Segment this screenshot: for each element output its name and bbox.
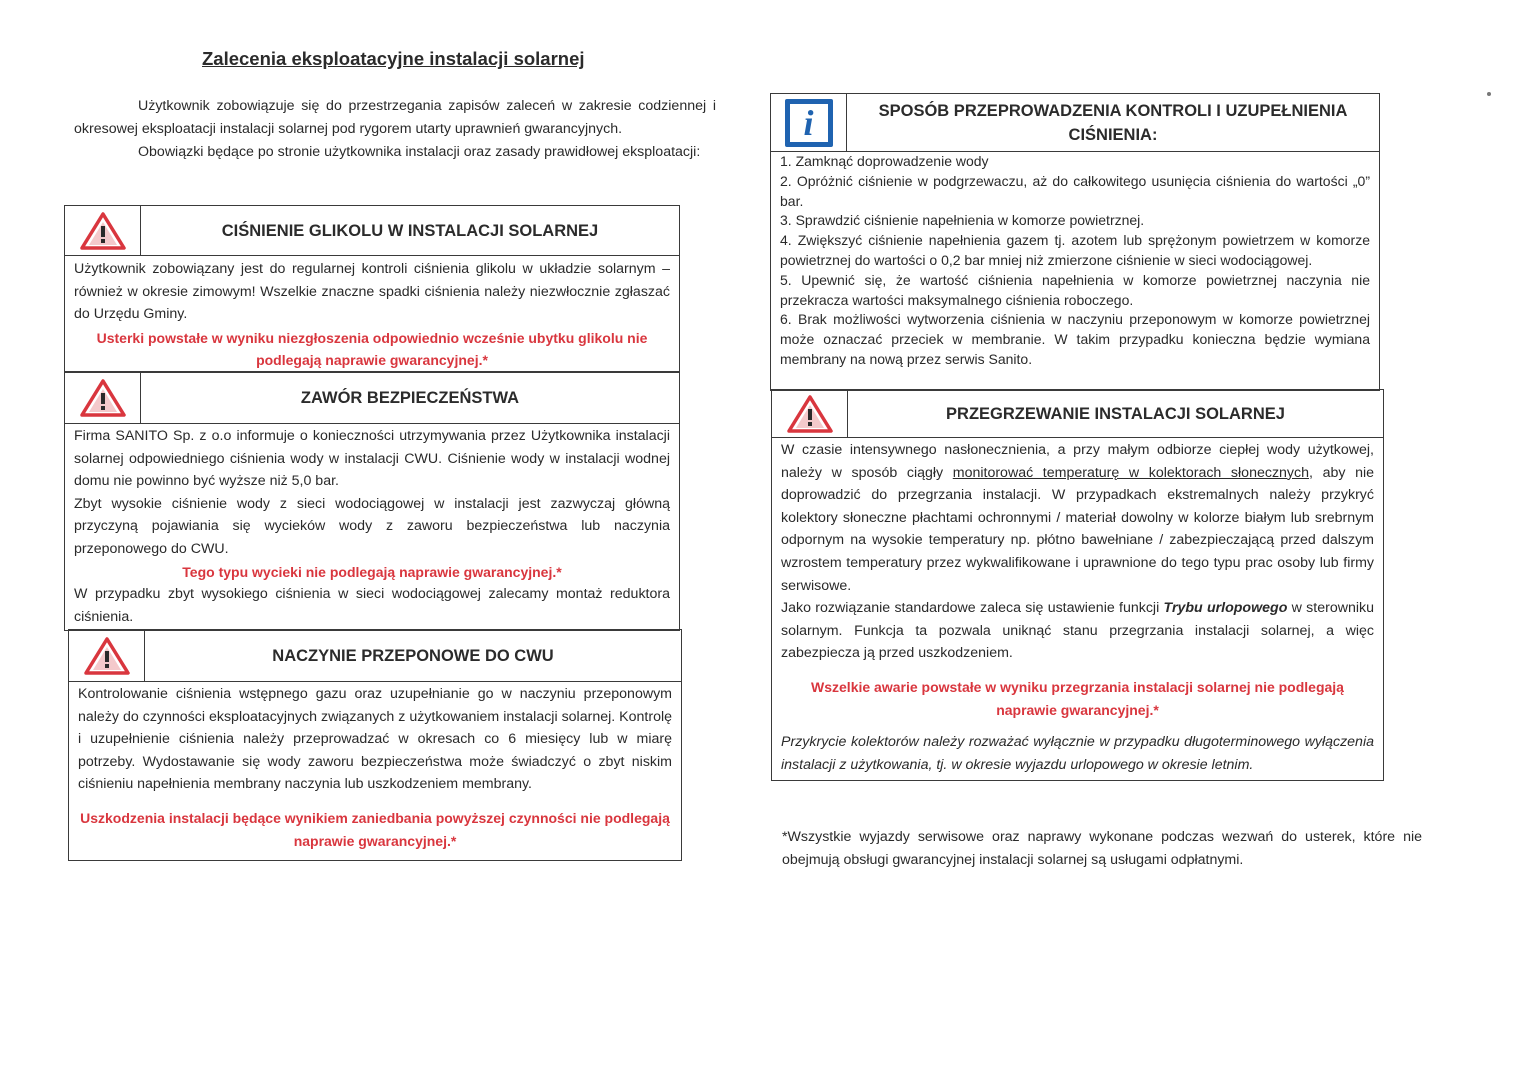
section-header xyxy=(771,94,1379,152)
step-item: 3. Sprawdzić ciśnienie napełnienia w komorze powietrznej. xyxy=(780,212,1145,229)
info-icon-cell xyxy=(771,94,847,151)
info-icon xyxy=(785,99,833,147)
section-heading: NACZYNIE PRZEPONOWE DO CWU xyxy=(272,646,554,665)
section-header xyxy=(772,390,1383,438)
warning-triangle-icon xyxy=(83,636,131,676)
warranty-warning: Tego typu wycieki nie podlegają naprawie gwarancyjnej.* xyxy=(182,563,562,580)
section-heading: SPOSÓB PRZEPROWADZENIA KONTROLI I UZUPEŁNIENIA CIŚNIENIA: xyxy=(878,101,1348,144)
body-text-1 xyxy=(781,439,1374,597)
step-item: 6. Brak możliwości wytworzenia ciśnienia w naczyniu przeponowym w komorze powietrznej może oznaczać przeciek w membranie. W takim przypadku konieczna będzie wymiana membrany na nową przez serwis Sanito. xyxy=(780,311,1370,367)
intro xyxy=(74,95,716,164)
warning-icon-cell xyxy=(65,372,141,423)
section-header xyxy=(65,372,679,424)
section-heading: PRZEGRZEWANIE INSTALACJI SOLARNEJ xyxy=(946,404,1285,423)
body-text-3: W przypadku zbyt wysokiego ciśnienia w sieci wodociągowej zalecamy montaż reduktora ciśnienia. xyxy=(74,586,670,625)
section-body xyxy=(69,682,681,858)
body-text-2 xyxy=(781,597,1374,665)
warranty-warning: Usterki powstałe w wyniku niezgłoszenia odpowiednio wcześnie ubytku glikolu nie podlegają naprawie gwarancyjnej.* xyxy=(96,329,648,369)
warning-triangle-icon xyxy=(786,394,834,434)
section-heading: CIŚNIENIE GLIKOLU W INSTALACJI SOLARNEJ xyxy=(221,221,599,240)
section-body xyxy=(65,256,679,378)
text-part: W czasie intensywnego nasłonecznienia, a przy małym odbiorze ciepłej wody użytkowej, należy w sposób ciągły xyxy=(781,442,1374,481)
warning-triangle-icon xyxy=(79,211,127,251)
page-title: Zalecenia eksploatacyjne instalacji solarnej xyxy=(202,48,585,69)
step-item: 5. Upewnić się, że wartość ciśnienia napełnienia w komorze powietrznej naczynia nie przekracza wartości maksymalnego ciśnienia roboczego. xyxy=(780,271,1370,308)
info-icon-letter: i xyxy=(803,102,814,143)
step-item: 1. Zamknąć doprowadzenie wody xyxy=(780,153,989,169)
section-body xyxy=(65,424,679,634)
text-part: w sterowniku solarnym. Funkcja ta pozwala uniknąć stanu przegrzania instalacji solarnej, a więc zabezpiecza ją przed uszkodzeniem. xyxy=(781,600,1374,662)
warning-icon-cell xyxy=(772,390,848,437)
intro-paragraph-1: Użytkownik zobowiązuje się do przestrzegania zapisów zaleceń w zakresie codziennej i okresowej eksploatacji instalacji solarnej pod rygorem utarty uprawnień gwarancyjnych. xyxy=(74,98,716,137)
warning-triangle-icon xyxy=(79,378,127,418)
section-body xyxy=(772,438,1383,782)
text-part: Jako rozwiązanie standardowe zaleca się ustawienie funkcji xyxy=(781,600,1164,617)
section-header xyxy=(69,630,681,682)
monitor-temperature-text: monitorować temperaturę w kolektorach słonecznych xyxy=(952,464,1310,481)
warranty-warning: Wszelkie awarie powstałe w wyniku przegrzania instalacji solarnej nie podlegają naprawie gwarancyjnej.* xyxy=(811,678,1344,718)
warning-icon-cell xyxy=(65,206,141,255)
section-heading: ZAWÓR BEZPIECZEŃSTWA xyxy=(300,388,520,407)
section-safety-valve xyxy=(64,371,680,631)
footnote: *Wszystkie wyjazdy serwisowe oraz naprawy wykonane podczas wezwań do usterek, które nie obejmują obsługi gwarancyjnej instalacji solarnej są usługami odpłatnymi. xyxy=(782,829,1422,868)
section-header xyxy=(65,206,679,256)
intro-paragraph-2: Obowiązki będące po stronie użytkownika instalacji oraz zasady prawidłowej eksploatacji: xyxy=(138,144,701,160)
warranty-warning: Uszkodzenia instalacji będące wynikiem zaniedbania powyższej czynności nie podlegają naprawie gwarancyjnej.* xyxy=(80,809,670,849)
vacation-mode-text: Trybu urlopowego xyxy=(1163,600,1288,617)
section-overheating xyxy=(771,389,1384,781)
body-text: Kontrolowanie ciśnienia wstępnego gazu oraz uzupełnianie go w naczyniu przeponowym należy do czynności eksploatacyjnych związanych z użytkowaniem instalacji solarnej. Kontrolę i uzupełnienie ciśnienia należy przeprowadzać w okresach co 6 miesięcy lub w miarę potrzeby. Wydostawanie się wody zaworu bezpieczeństwa może świadczyć o zbyt niskim ciśnieniu napełnienia membrany naczynia lub uszkodzeniem membrany. xyxy=(78,686,672,793)
section-glycol-pressure xyxy=(64,205,680,373)
scan-speck xyxy=(1487,92,1491,96)
section-pressure-check xyxy=(770,93,1380,391)
step-item: 2. Opróżnić ciśnienie w podgrzewaczu, aż do całkowitego usunięcia ciśnienia do wartości „0” bar. xyxy=(780,172,1370,209)
step-item: 4. Zwiększyć ciśnienie napełnienia gazem tj. azotem lub sprężonym powietrzem w komorze powietrznej do wartości o 0,2 bar mniej niż zmierzone ciśnienie w sieci wodociągowej. xyxy=(780,232,1370,268)
warning-icon-cell xyxy=(69,630,145,681)
body-text-1: Firma SANITO Sp. z o.o informuje o konieczności utrzymywania przez Użytkownika instalacji solarnej odpowiedniego ciśnienia wody w instalacji CWU. Ciśnienie wody w instalacji wodnej domu nie powinno być wyższe niż 5,0 bar. xyxy=(74,428,670,490)
body-text-2: Zbyt wysokie ciśnienie wody z sieci wodociągowej w instalacji jest zazwyczaj główną przyczyną pojawiania się wycieków wody z zaworu bezpieczeństwa lub naczynia przeponowego do CWU. xyxy=(74,495,670,557)
cover-note: Przykrycie kolektorów należy rozważać wyłącznie w przypadku długoterminowego wyłączenia instalacji z użytkowania, tj. w okresie wyjazdu urlopowego w okresie letnim. xyxy=(781,734,1374,773)
steps-list xyxy=(771,152,1379,370)
body-text: Użytkownik zobowiązany jest do regularnej kontroli ciśnienia glikolu w układzie solarnym – również w okresie zimowym! Wszelkie znaczne spadki ciśnienia należy niezwłocznie zgłaszać do Urzędu Gminy. xyxy=(74,261,670,323)
text-part: , aby nie doprowadzić do przegrzania instalacji. W przypadkach ekstremalnych należy przykryć kolektory słoneczne płachtami ochronnymi / materiał dowolny w kolorze białym lub srebrnym odpornym na wysokie temperatury np. płótno bawełniane / zabezpieczającą przed dalszym wzrostem temperatury przez wykwalifikowane i uprawnione do tego typu prac osoby lub firmy serwisowe. xyxy=(781,464,1374,594)
section-expansion-vessel xyxy=(68,629,682,861)
